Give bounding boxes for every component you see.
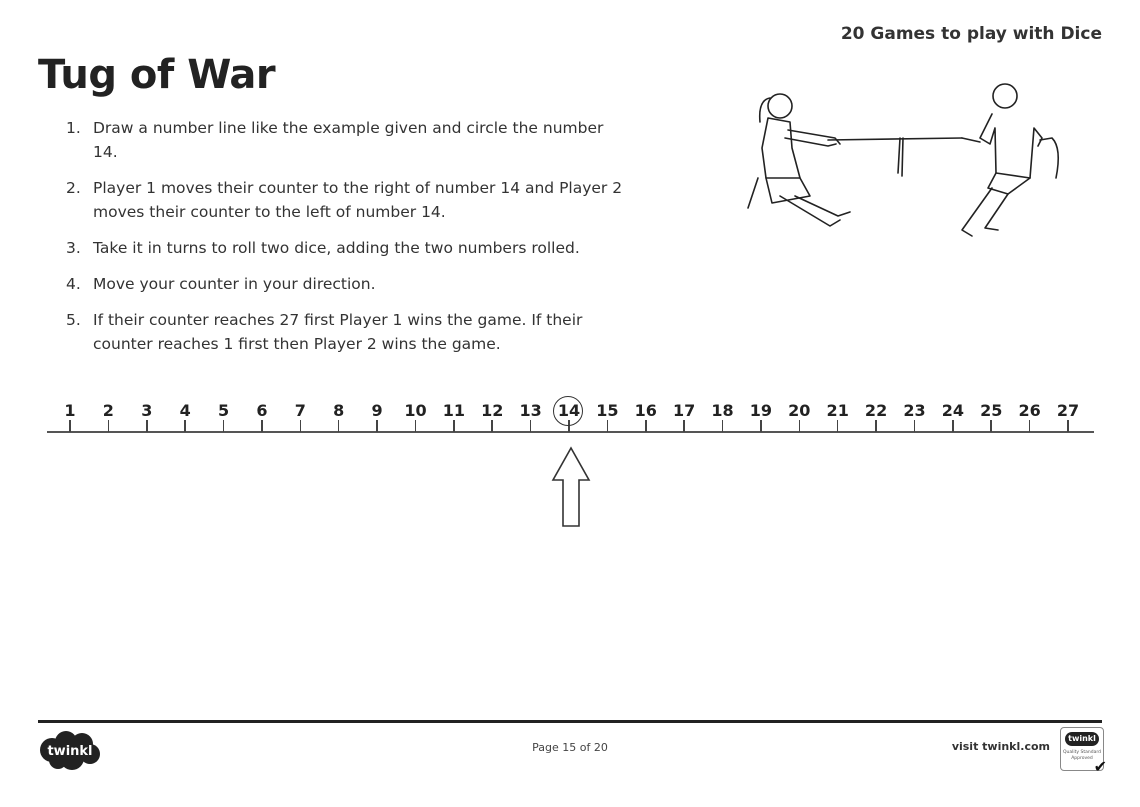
number-line-tick [952, 420, 954, 432]
circled-number-indicator [553, 396, 583, 426]
step-text: Player 1 moves their counter to the right of number 14 and Player 2 moves their counter to the left of number 14. [93, 179, 623, 221]
series-title: 20 Games to play with Dice [840, 24, 1102, 44]
step-text: Take it in turns to roll two dice, adding the two numbers rolled. [93, 239, 580, 257]
number-line-tick [108, 420, 110, 432]
svg-text:twinkl: twinkl [47, 744, 93, 759]
number-line-label: 9 [371, 401, 383, 420]
number-line-label: 12 [481, 401, 504, 420]
number-line-label: 16 [634, 401, 657, 420]
number-line-label: 18 [711, 401, 734, 420]
step-number: 2. [66, 179, 81, 197]
number-line-label: 21 [826, 401, 849, 420]
number-line-tick [799, 420, 801, 432]
number-line-label: 24 [941, 401, 964, 420]
checkmark-icon: ✔ [1093, 757, 1107, 776]
number-line-tick [837, 420, 839, 432]
footer-divider [38, 720, 1102, 723]
number-line-tick [990, 420, 992, 432]
step-number: 4. [66, 275, 81, 293]
number-line-tick [1067, 420, 1069, 432]
number-line-tick [300, 420, 302, 432]
step-number: 1. [66, 119, 81, 137]
tug-of-war-illustration-icon [740, 78, 1070, 253]
number-line-label: 11 [442, 401, 465, 420]
number-line-tick [338, 420, 340, 432]
number-line-tick [722, 420, 724, 432]
number-line-tick [645, 420, 647, 432]
step-text: If their counter reaches 27 first Player 1 wins the game. If their counter reaches 1 first then Player 2 wins the game. [93, 311, 583, 353]
number-line-tick [607, 420, 609, 432]
page-title: Tug of War [38, 52, 276, 98]
number-line-tick [914, 420, 916, 432]
step-text: Draw a number line like the example given and circle the number 14. [93, 119, 604, 161]
quality-standard-badge [1060, 727, 1107, 776]
number-line-tick [223, 420, 225, 432]
number-line-tick [760, 420, 762, 432]
number-line-tick [530, 420, 532, 432]
number-line-label: 17 [673, 401, 696, 420]
number-line-label: 8 [333, 401, 345, 420]
number-line-label: 23 [903, 401, 926, 420]
number-line-tick [146, 420, 148, 432]
step-item [66, 176, 626, 224]
number-line-label: 7 [294, 401, 306, 420]
number-line-label: 15 [596, 401, 619, 420]
number-line-tick [69, 420, 71, 432]
step-number: 5. [66, 311, 81, 329]
number-line-tick [184, 420, 186, 432]
number-line-axis [47, 431, 1094, 433]
instructions-list [66, 116, 626, 368]
number-line-label: 2 [102, 401, 114, 420]
page-number: Page 15 of 20 [532, 741, 608, 754]
number-line-label: 25 [980, 401, 1003, 420]
number-line-label: 27 [1056, 401, 1080, 420]
number-line-tick [1029, 420, 1031, 432]
step-number: 3. [66, 239, 81, 257]
visit-website-link[interactable]: visit twinkl.com [951, 740, 1050, 753]
step-item [66, 236, 626, 260]
number-line-label: 19 [749, 401, 773, 420]
up-arrow-icon [551, 446, 591, 528]
number-line-label: 14 [557, 401, 581, 420]
number-line-tick [415, 420, 417, 432]
number-line-tick [491, 420, 493, 432]
number-line-label: 13 [519, 401, 542, 420]
number-line-label: 4 [179, 401, 191, 420]
number-line-tick [875, 420, 877, 432]
number-line-label: 10 [404, 401, 427, 420]
number-line-label: 6 [256, 401, 268, 420]
number-line-label: 3 [141, 401, 153, 420]
number-line-tick [376, 420, 378, 432]
number-line-label: 20 [788, 401, 811, 420]
number-line-tick [683, 420, 685, 432]
step-item [66, 272, 626, 296]
number-line-label: 1 [64, 401, 76, 420]
number-line-tick [453, 420, 455, 432]
badge-logo: twinkl [1065, 732, 1099, 746]
step-item [66, 308, 626, 356]
number-line-tick [261, 420, 263, 432]
badge-text: Quality Standard Approved [1063, 750, 1101, 761]
number-line-label: 5 [217, 401, 230, 420]
number-line-label: 22 [864, 401, 888, 420]
number-line-label: 26 [1018, 401, 1041, 420]
step-text: Move your counter in your direction. [93, 275, 376, 293]
number-line-tick [568, 420, 570, 432]
step-item [66, 116, 626, 164]
